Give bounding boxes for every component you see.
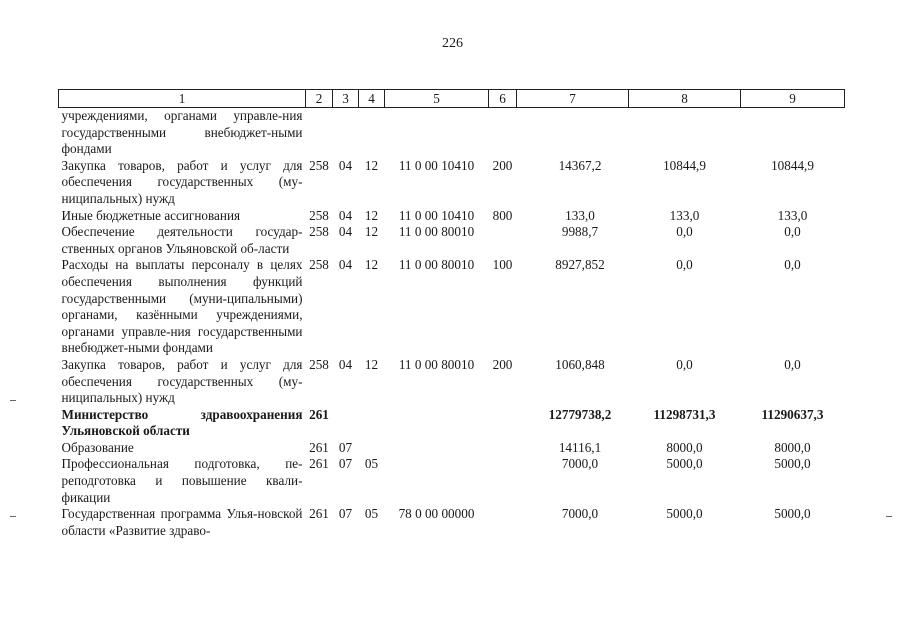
row-name: Профессиональная подготовка, пе-реподготовка и повышение квали-фикации [61,456,303,505]
scan-mark [10,400,16,401]
row-amount-col7 [517,108,629,158]
table-row [59,158,845,208]
row-admin-code: 261 [309,406,329,422]
header-col-4: 4 [359,90,385,108]
row-expense-type [489,506,517,539]
row-expense-type: 200 [492,157,513,173]
row-expense-type [489,440,517,457]
row-amount-col8: 0,0 [676,257,693,273]
row-subsection: 05 [364,456,379,472]
header-col-3: 3 [333,90,359,108]
row-amount-col8: 11298731,3 [653,406,716,422]
header-col-7: 7 [517,90,629,108]
row-amount-col8: 0,0 [676,224,693,240]
row-section: 04 [338,257,353,273]
row-subsection: 05 [364,506,379,522]
header-col-9: 9 [741,90,845,108]
scan-mark [10,516,16,517]
row-amount-col7: 12779738,2 [548,406,612,422]
row-amount-col8: 8000,0 [666,439,703,455]
row-name: учреждениями, органами управле-ния государственными внебюджет-ными фондами [61,108,303,157]
header-col-6: 6 [489,90,517,108]
row-name: Обеспечение деятельности государ-ственных органов Ульяновской об-ласти [61,224,303,256]
table-row [59,357,845,407]
row-name: Государственная программа Улья-новской области «Развитие здраво- [61,506,303,538]
row-target-item [385,407,489,440]
table-body [59,108,845,540]
row-subsection: 12 [364,207,379,223]
row-amount-col7: 9988,7 [561,224,599,240]
row-admin-code: 261 [309,456,329,472]
row-section: 04 [338,356,353,372]
row-name: Расходы на выплаты персоналу в целях обеспечения выполнения функций государственными (муни-ципальными) органами, казёнными учреждениями, органами управле-ния государственными внебюджет-ными фондами [61,257,303,356]
row-name: Закупка товаров, работ и услуг для обеспечения государственных (му-ниципальных) нужд [61,157,303,206]
row-subsection: 12 [364,356,379,372]
row-section: 04 [338,224,353,240]
row-amount-col8: 5000,0 [666,506,703,522]
row-amount-col7: 14116,1 [558,439,602,455]
row-target-item [385,456,489,506]
table-header [59,90,845,108]
table-row [59,440,845,457]
row-expense-type [489,407,517,440]
table-row [59,108,845,158]
page-number: 226 [442,36,463,51]
row-amount-col7: 7000,0 [561,506,599,522]
budget-table [58,89,845,539]
row-amount-col8 [629,108,741,158]
header-col-1: 1 [59,90,306,108]
row-expense-type [489,108,517,158]
row-amount-col7: 14367,2 [558,157,602,173]
header-col-8: 8 [629,90,741,108]
row-admin-code: 258 [309,224,329,240]
row-target-item: 11 0 00 80010 [398,356,475,372]
row-amount-col8: 133,0 [669,207,700,223]
row-amount-col9: 0,0 [784,257,801,273]
row-expense-type: 800 [492,207,513,223]
row-target-item [385,440,489,457]
row-admin-code: 258 [309,157,329,173]
row-section: 04 [338,207,353,223]
row-subsection: 12 [364,257,379,273]
header-row [59,90,845,108]
row-admin-code: 261 [309,506,329,522]
row-target-item: 78 0 00 00000 [398,506,475,522]
row-amount-col7: 7000,0 [561,456,599,472]
row-amount-col9: 5000,0 [774,456,811,472]
row-amount-col9: 5000,0 [774,506,811,522]
row-amount-col7: 1060,848 [555,356,605,372]
row-name: Закупка товаров, работ и услуг для обеспечения государственных (му-ниципальных) нужд [61,356,303,406]
row-target-item: 11 0 00 80010 [398,257,475,273]
row-section: 04 [338,157,353,173]
row-subsection [359,108,385,158]
row-expense-type: 200 [492,356,513,372]
row-subsection: 12 [364,224,379,240]
table-row [59,257,845,357]
row-amount-col9: 133,0 [777,207,808,223]
row-amount-col7: 133,0 [565,207,595,223]
row-name: Министерство здравоохранения Ульяновской области [61,406,303,439]
row-amount-col9: 8000,0 [774,439,811,455]
row-target-item: 11 0 00 10410 [398,207,475,223]
row-section: 07 [338,456,353,472]
row-admin-code: 261 [309,439,329,455]
scan-mark [886,516,892,517]
row-expense-type: 100 [492,257,513,273]
row-admin-code: 258 [309,356,329,372]
row-target-item [385,108,489,158]
row-subsection: 12 [364,157,379,173]
row-admin-code: 258 [309,257,329,273]
row-amount-col9 [741,108,845,158]
row-amount-col9: 0,0 [784,224,801,240]
row-section [333,108,359,158]
row-expense-type [489,224,517,257]
table-row [59,208,845,225]
row-amount-col9: 0,0 [784,356,801,372]
row-section: 07 [338,439,353,455]
row-amount-col8: 10844,9 [663,157,706,173]
header-col-5: 5 [385,90,489,108]
table-row [59,456,845,506]
row-admin-code [306,108,333,158]
row-target-item: 11 0 00 10410 [398,157,475,173]
row-subsection [359,440,385,457]
row-amount-col7: 8927,852 [555,257,605,273]
header-col-2: 2 [306,90,333,108]
row-name: Образование [61,439,134,455]
table-row [59,224,845,257]
row-name: Иные бюджетные ассигнования [61,207,241,223]
row-amount-col8: 0,0 [676,356,693,372]
row-section: 07 [338,506,353,522]
row-admin-code: 258 [309,207,329,223]
row-subsection [359,407,385,440]
row-amount-col9: 10844,9 [771,157,814,173]
table-row [59,506,845,539]
row-target-item: 11 0 00 80010 [398,224,475,240]
table-row [59,407,845,440]
row-expense-type [489,456,517,506]
row-amount-col8: 5000,0 [666,456,703,472]
row-section [333,407,359,440]
row-amount-col9: 11290637,3 [761,406,824,422]
